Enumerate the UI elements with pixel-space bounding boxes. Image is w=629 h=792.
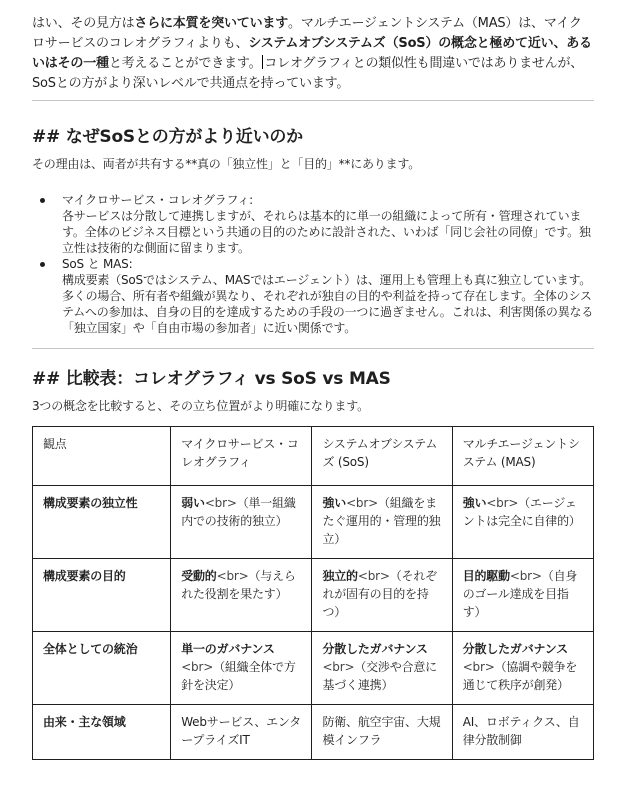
cell-strong: 独立的 [322,569,358,583]
intro-paragraph [32,14,594,94]
section-lead-why-sos: その理由は、両者が共有する**真の「独立性」と「目的」**にあります。 [32,157,421,171]
cell-rest: （協調や競争を通じて秩序が創発） [462,660,578,692]
cell-strong: 強い [322,496,347,510]
table-header-cell: 観点 [33,427,171,486]
table-cell [312,632,452,705]
table-cell [312,705,452,760]
cell-rest: （組織をまたぐ運用的・管理的独立） [322,496,441,546]
row-label [33,705,171,760]
row-label [33,486,171,559]
table-cell [171,559,312,632]
intro-text-2: 。マルチエージェントシステム（MAS）は、マイクロサービスのコレオグラフィよりも、 [32,16,582,51]
cell-strong: 目的駆動 [462,569,510,583]
row-label [33,559,171,632]
table-row [33,632,594,705]
cell-rest: AI、ロボティクス、自律分散制御 [462,715,580,747]
cell-br-tag: <br> [357,569,390,583]
row-label-text: 構成要素の独立性 [43,496,138,510]
row-label-text: 構成要素の目的 [43,569,126,583]
cell-strong: 単一のガバナンス [181,642,275,656]
list-item-body: 構成要素（SoSではシステム、MASではエージェント）は、運用上も管理上も真に独立しています。多くの場合、所有者や組織が異なり、それぞれが独自の目的や利益を持って存在します。全体のシステムへの参加は、自身の目的を達成するための手段の一つに過ぎません。これは、利害関係の異なる「独立国家」や「自由市場の参加者」に近い関係です。 [62,273,594,335]
table-header-cell: マルチエージェントシステム (MAS) [452,427,593,486]
table-cell [452,705,593,760]
table-cell [312,559,452,632]
cell-br-tag: <br> [346,496,378,510]
cell-br-tag: <br> [322,660,355,674]
table-header-cell: システムオブシステムズ (SoS) [312,427,452,486]
reason-list [32,192,594,336]
table-row [33,559,594,632]
cell-rest: （交渉や合意に基づく連携） [322,660,437,692]
section-lead-comparison: 3つの概念を比較すると、その立ち位置がより明確になります。 [32,399,369,413]
list-item-title: SoS と MAS: [62,257,133,271]
intro-text-3: と考えることができます。 [108,56,262,71]
table-row [33,486,594,559]
cell-strong: 弱い [181,496,205,510]
cell-strong: 受動的 [181,569,217,583]
comparison-table [32,426,594,760]
cell-rest: （組織全体で方針を決定） [181,660,296,692]
cell-rest: （エージェントは完全に自律的） [462,496,581,528]
table-row [33,705,594,760]
table-cell [452,559,593,632]
row-label-text: 由来・主な領域 [43,715,126,729]
table-cell [452,486,593,559]
intro-bold-1: さらに本質を突いています [134,16,289,31]
list-item-title: マイクロサービス・コレオグラフィ: [62,193,253,207]
intro-text-1: はい、その見方は [32,16,135,31]
cell-br-tag: <br> [181,660,214,674]
cell-br-tag: <br> [204,496,237,510]
section-heading-why-sos: ## なぜSoSとの方がより近いのか [32,127,303,147]
cell-rest: 防衛、航空宇宙、大規模インフラ [322,715,441,747]
table-cell [312,486,452,559]
row-label-text: 全体としての統治 [43,642,138,656]
cell-strong: 分散したガバナンス [462,642,568,656]
list-item [32,192,594,256]
bullet-icon [40,198,45,203]
cell-br-tag: <br> [509,569,542,583]
section-heading-comparison: ## 比較表：コレオグラフィ vs SoS vs MAS [32,369,391,389]
cell-br-tag: <br> [216,569,249,583]
intro-bold-2: システムオブシステムズ（SoS）の概念と極めて近い、あるいはその一種 [32,36,592,71]
table-cell [171,705,312,760]
table-cell [171,632,312,705]
table-header-row [33,427,594,486]
list-item [32,256,594,336]
table-cell [452,632,593,705]
divider [32,100,594,101]
cell-br-tag: <br> [462,660,495,674]
table-cell [171,486,312,559]
table-header-cell: マイクロサービス・コレオグラフィ [171,427,312,486]
divider [32,348,594,349]
cell-strong: 分散したガバナンス [322,642,428,656]
row-label [33,632,171,705]
cell-br-tag: <br> [486,496,519,510]
cell-rest: Webサービス、エンタープライズIT [181,715,302,747]
cell-rest: （単一組織内での技術的独立） [181,496,296,528]
intro-text-4: コレオグラフィとの類似性も間違いではありませんが、SoSとの方がより深いレベルで共通点を持っています。 [32,56,584,91]
bullet-icon [40,262,45,267]
cell-rest: （与えられた役割を果たす） [181,569,296,601]
list-item-body: 各サービスは分散して連携しますが、それらは基本的に単一の組織によって所有・管理されています。全体のビジネス目標という共通の目的のために設計された、いわば「同じ会社の同僚」です。独立性は技術的な側面に留まります。 [62,209,591,255]
cell-rest: （それぞれが固有の目的を持つ） [322,569,437,619]
cell-strong: 強い [462,496,487,510]
cell-rest: （自身のゴール達成を目指す） [462,569,578,619]
